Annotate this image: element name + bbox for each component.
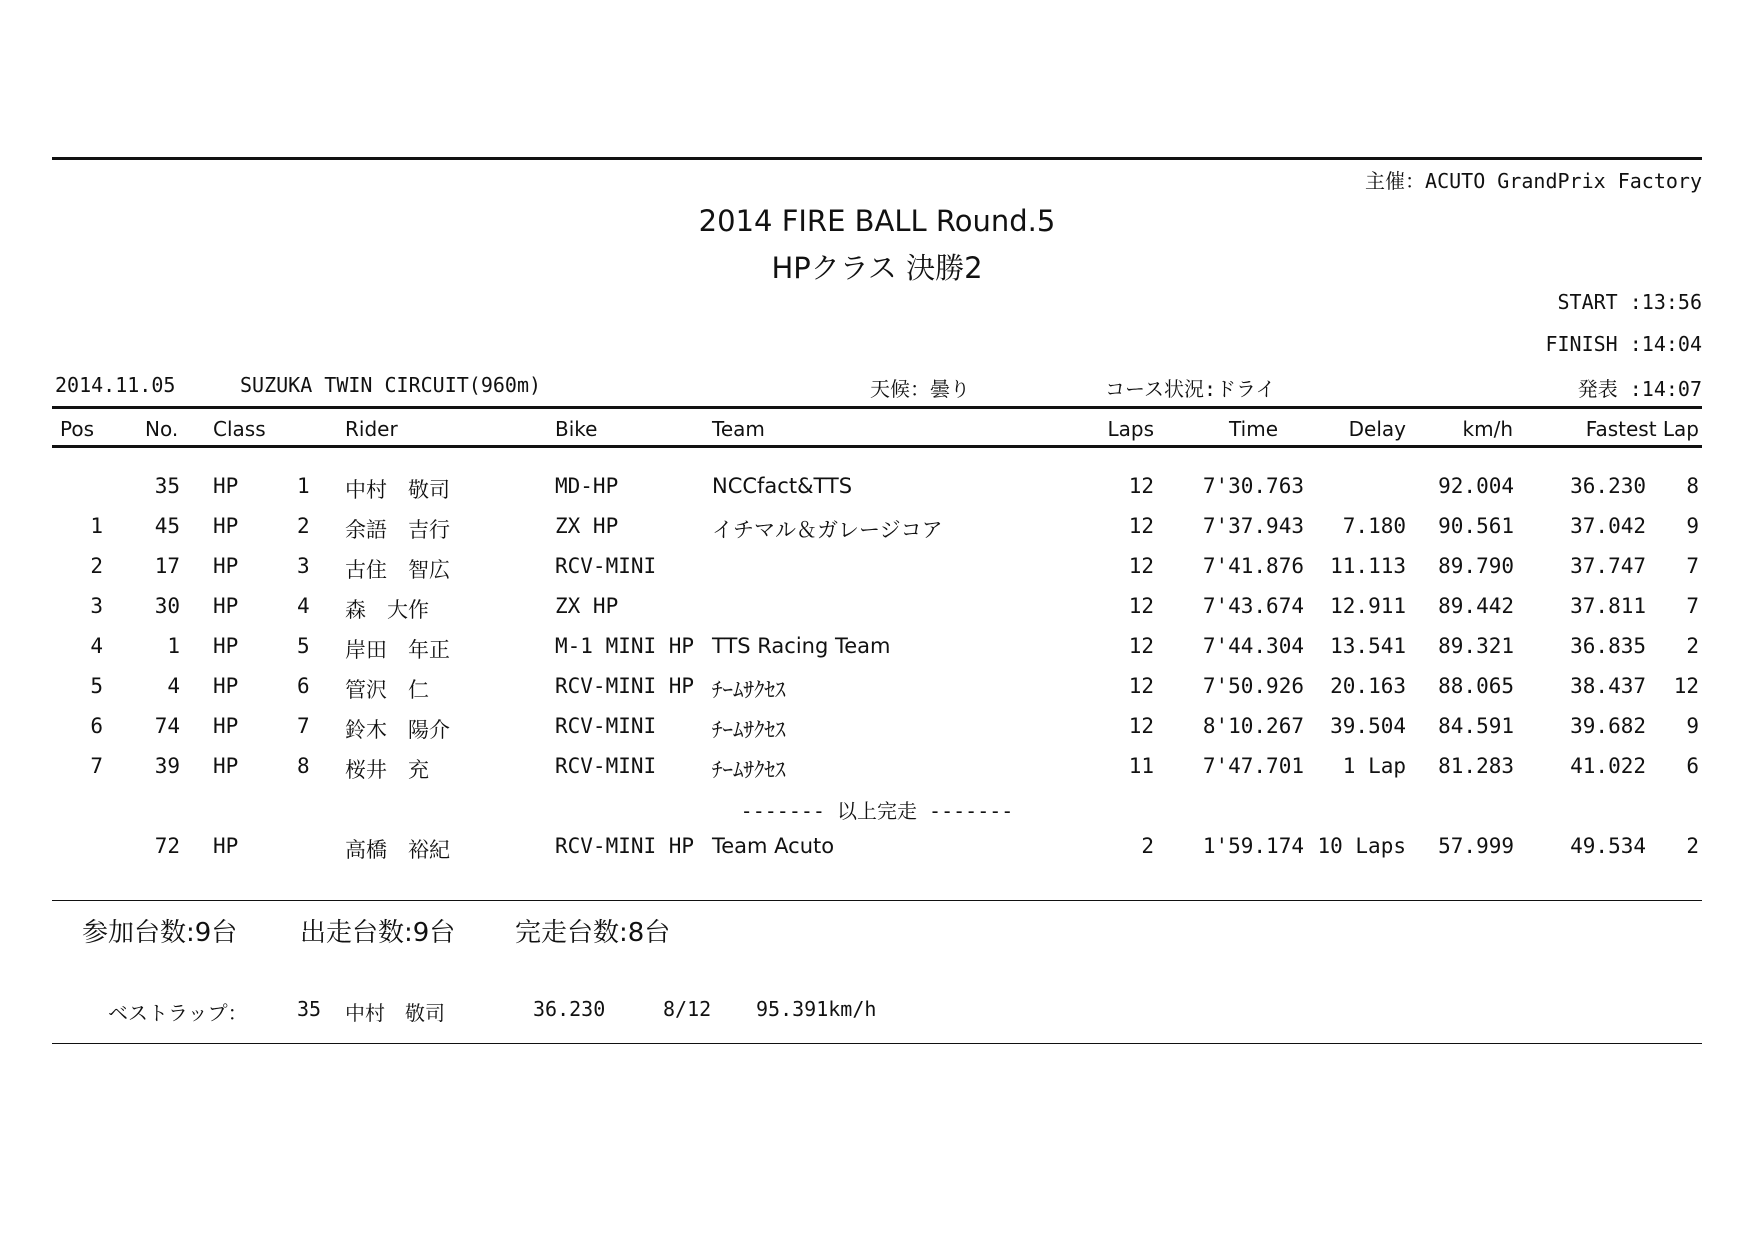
cell-time: 8'10.267	[1202, 714, 1304, 738]
cell-fastest: 36.230	[1570, 474, 1646, 498]
footer-rule	[52, 900, 1702, 901]
cell-pos: 7	[90, 754, 103, 778]
cell-team: ﾁｰﾑｻｸｾｽ	[712, 678, 786, 702]
cell-no: 72	[154, 834, 180, 858]
cell-no: 35	[154, 474, 180, 498]
cell-kmh: 89.790	[1438, 554, 1514, 578]
cell-kmh: 92.004	[1438, 474, 1514, 498]
cell-index: 2	[297, 514, 310, 538]
cell-index: 8	[297, 754, 310, 778]
cell-bike: MD-HP	[555, 474, 619, 498]
cell-laps: 12	[1128, 674, 1154, 698]
table-row	[0, 588, 1754, 624]
finisher-count: 完走台数:8台	[515, 918, 671, 948]
cell-delay: 11.113	[1330, 554, 1406, 578]
cell-class: HP	[213, 674, 239, 698]
cell-fastest: 49.534	[1570, 834, 1646, 858]
weather: 天候：曇り	[870, 377, 970, 401]
best-lap-label: ベストラップ：	[108, 1001, 248, 1025]
cell-rider: 森 大作	[345, 598, 429, 622]
cell-time: 7'50.926	[1202, 674, 1304, 698]
finishers-separator: ------- 以上完走 -------	[740, 799, 1014, 823]
cell-time: 7'44.304	[1202, 634, 1304, 658]
cell-bike: ZX HP	[555, 594, 619, 618]
cell-rider: 中村 敬司	[345, 478, 450, 502]
cell-class: HP	[213, 714, 239, 738]
best-lap-time: 36.230	[533, 997, 606, 1021]
cell-fastest-lap: 9	[1686, 514, 1699, 538]
col-kmh: km/h	[1462, 417, 1513, 441]
cell-rider: 高橋 裕紀	[345, 838, 450, 862]
race-date: 2014.11.05	[55, 373, 176, 397]
col-laps: Laps	[1107, 417, 1154, 441]
cell-bike: RCV-MINI HP	[555, 834, 695, 858]
cell-rider: 鈴木 陽介	[345, 718, 450, 742]
cell-delay: 7.180	[1342, 514, 1406, 538]
cell-index: 3	[297, 554, 310, 578]
cell-laps: 12	[1128, 714, 1154, 738]
col-team: Team	[712, 417, 765, 441]
entry-count: 参加台数:9台	[82, 918, 238, 948]
cell-kmh: 84.591	[1438, 714, 1514, 738]
start-time: START :13:56	[1557, 290, 1702, 314]
cell-fastest-lap: 8	[1686, 474, 1699, 498]
cell-rider: 古住 智広	[345, 558, 450, 582]
best-lap-no: 35	[297, 997, 322, 1021]
header-top-rule	[52, 406, 1702, 409]
table-row	[0, 708, 1754, 744]
cell-rider: 管沢 仁	[345, 678, 429, 702]
cell-delay: 10 Laps	[1317, 834, 1406, 858]
finish-time: FINISH :14:04	[1545, 332, 1702, 356]
cell-class: HP	[213, 514, 239, 538]
cell-laps: 12	[1128, 554, 1154, 578]
cell-kmh: 57.999	[1438, 834, 1514, 858]
cell-bike: ZX HP	[555, 514, 619, 538]
circuit-name: SUZUKA TWIN CIRCUIT(960m)	[240, 373, 542, 397]
cell-index: 7	[297, 714, 310, 738]
page-title: 2014 FIRE BALL Round.5	[698, 204, 1056, 238]
cell-time: 7'43.674	[1202, 594, 1304, 618]
cell-laps: 12	[1128, 594, 1154, 618]
table-row	[0, 748, 1754, 784]
cell-rider: 岸田 年正	[345, 638, 450, 662]
cell-team: イチマル＆ガレージコア	[712, 518, 943, 542]
cell-no: 74	[154, 714, 180, 738]
top-rule	[52, 157, 1702, 160]
cell-rider: 余語 吉行	[345, 518, 450, 542]
cell-team: TTS Racing Team	[712, 634, 891, 658]
col-fastest: Fastest Lap	[1585, 417, 1699, 441]
cell-class: HP	[213, 594, 239, 618]
cell-time: 7'37.943	[1202, 514, 1304, 538]
cell-index: 5	[297, 634, 310, 658]
cell-fastest: 36.835	[1570, 634, 1646, 658]
cell-class: HP	[213, 834, 239, 858]
cell-no: 45	[154, 514, 180, 538]
cell-delay: 1 Lap	[1342, 754, 1406, 778]
course-condition: コース状況:ドライ	[1105, 377, 1276, 401]
cell-laps: 12	[1128, 474, 1154, 498]
col-bike: Bike	[555, 417, 598, 441]
col-class: Class	[213, 417, 266, 441]
cell-team: ﾁｰﾑｻｸｾｽ	[712, 758, 786, 782]
cell-pos: 3	[90, 594, 103, 618]
bottom-rule	[52, 1043, 1702, 1044]
cell-fastest: 39.682	[1570, 714, 1646, 738]
col-rider: Rider	[345, 417, 398, 441]
col-delay: Delay	[1348, 417, 1406, 441]
cell-laps: 12	[1128, 634, 1154, 658]
cell-index: 4	[297, 594, 310, 618]
cell-fastest-lap: 6	[1686, 754, 1699, 778]
header-bottom-rule	[52, 445, 1702, 448]
cell-bike: M-1 MINI HP	[555, 634, 695, 658]
cell-bike: RCV-MINI HP	[555, 674, 695, 698]
cell-no: 30	[154, 594, 180, 618]
cell-bike: RCV-MINI	[555, 754, 657, 778]
cell-kmh: 81.283	[1438, 754, 1514, 778]
cell-kmh: 90.561	[1438, 514, 1514, 538]
cell-delay: 20.163	[1330, 674, 1406, 698]
cell-pos: 1	[90, 514, 103, 538]
cell-kmh: 89.321	[1438, 634, 1514, 658]
cell-fastest: 37.042	[1570, 514, 1646, 538]
cell-pos: 6	[90, 714, 103, 738]
cell-time: 7'30.763	[1202, 474, 1304, 498]
cell-fastest: 38.437	[1570, 674, 1646, 698]
cell-kmh: 89.442	[1438, 594, 1514, 618]
cell-fastest-lap: 7	[1686, 554, 1699, 578]
cell-class: HP	[213, 554, 239, 578]
cell-class: HP	[213, 634, 239, 658]
announce-time: 発表 :14:07	[1577, 377, 1702, 401]
cell-time: 1'59.174	[1202, 834, 1304, 858]
best-lap-speed: 95.391km/h	[756, 997, 877, 1021]
col-no: No.	[145, 417, 179, 441]
cell-laps: 2	[1141, 834, 1154, 858]
cell-delay: 13.541	[1330, 634, 1406, 658]
cell-rider: 桜井 充	[345, 758, 429, 782]
cell-fastest: 41.022	[1570, 754, 1646, 778]
cell-team: ﾁｰﾑｻｸｾｽ	[712, 718, 786, 742]
cell-laps: 12	[1128, 514, 1154, 538]
cell-time: 7'47.701	[1202, 754, 1304, 778]
starter-count: 出走台数:9台	[300, 918, 456, 948]
cell-no: 4	[167, 674, 180, 698]
cell-team: NCCfact&TTS	[712, 474, 853, 498]
cell-laps: 11	[1128, 754, 1154, 778]
table-row	[0, 468, 1754, 504]
cell-fastest: 37.811	[1570, 594, 1646, 618]
cell-fastest-lap: 12	[1673, 674, 1699, 698]
cell-no: 17	[154, 554, 180, 578]
cell-bike: RCV-MINI	[555, 714, 657, 738]
col-pos: Pos	[60, 417, 95, 441]
cell-fastest-lap: 7	[1686, 594, 1699, 618]
cell-delay: 39.504	[1330, 714, 1406, 738]
cell-fastest-lap: 2	[1686, 634, 1699, 658]
cell-team: Team Acuto	[712, 834, 835, 858]
organizer: 主催：ACUTO GrandPrix Factory	[1365, 169, 1702, 193]
cell-pos: 5	[90, 674, 103, 698]
cell-class: HP	[213, 474, 239, 498]
cell-fastest-lap: 2	[1686, 834, 1699, 858]
page-subtitle: HPクラス 決勝2	[771, 251, 983, 285]
col-time: Time	[1229, 417, 1278, 441]
cell-time: 7'41.876	[1202, 554, 1304, 578]
cell-index: 6	[297, 674, 310, 698]
cell-pos: 2	[90, 554, 103, 578]
cell-no: 39	[154, 754, 180, 778]
best-lap-rider: 中村 敬司	[345, 1001, 445, 1025]
cell-fastest: 37.747	[1570, 554, 1646, 578]
cell-class: HP	[213, 754, 239, 778]
cell-index: 1	[297, 474, 310, 498]
table-row	[0, 668, 1754, 704]
cell-no: 1	[167, 634, 180, 658]
cell-bike: RCV-MINI	[555, 554, 657, 578]
cell-fastest-lap: 9	[1686, 714, 1699, 738]
table-row	[0, 628, 1754, 664]
table-row	[0, 548, 1754, 584]
best-lap-lap: 8/12	[663, 997, 712, 1021]
cell-kmh: 88.065	[1438, 674, 1514, 698]
cell-delay: 12.911	[1330, 594, 1406, 618]
table-row	[0, 828, 1754, 864]
cell-pos: 4	[90, 634, 103, 658]
table-row	[0, 508, 1754, 544]
